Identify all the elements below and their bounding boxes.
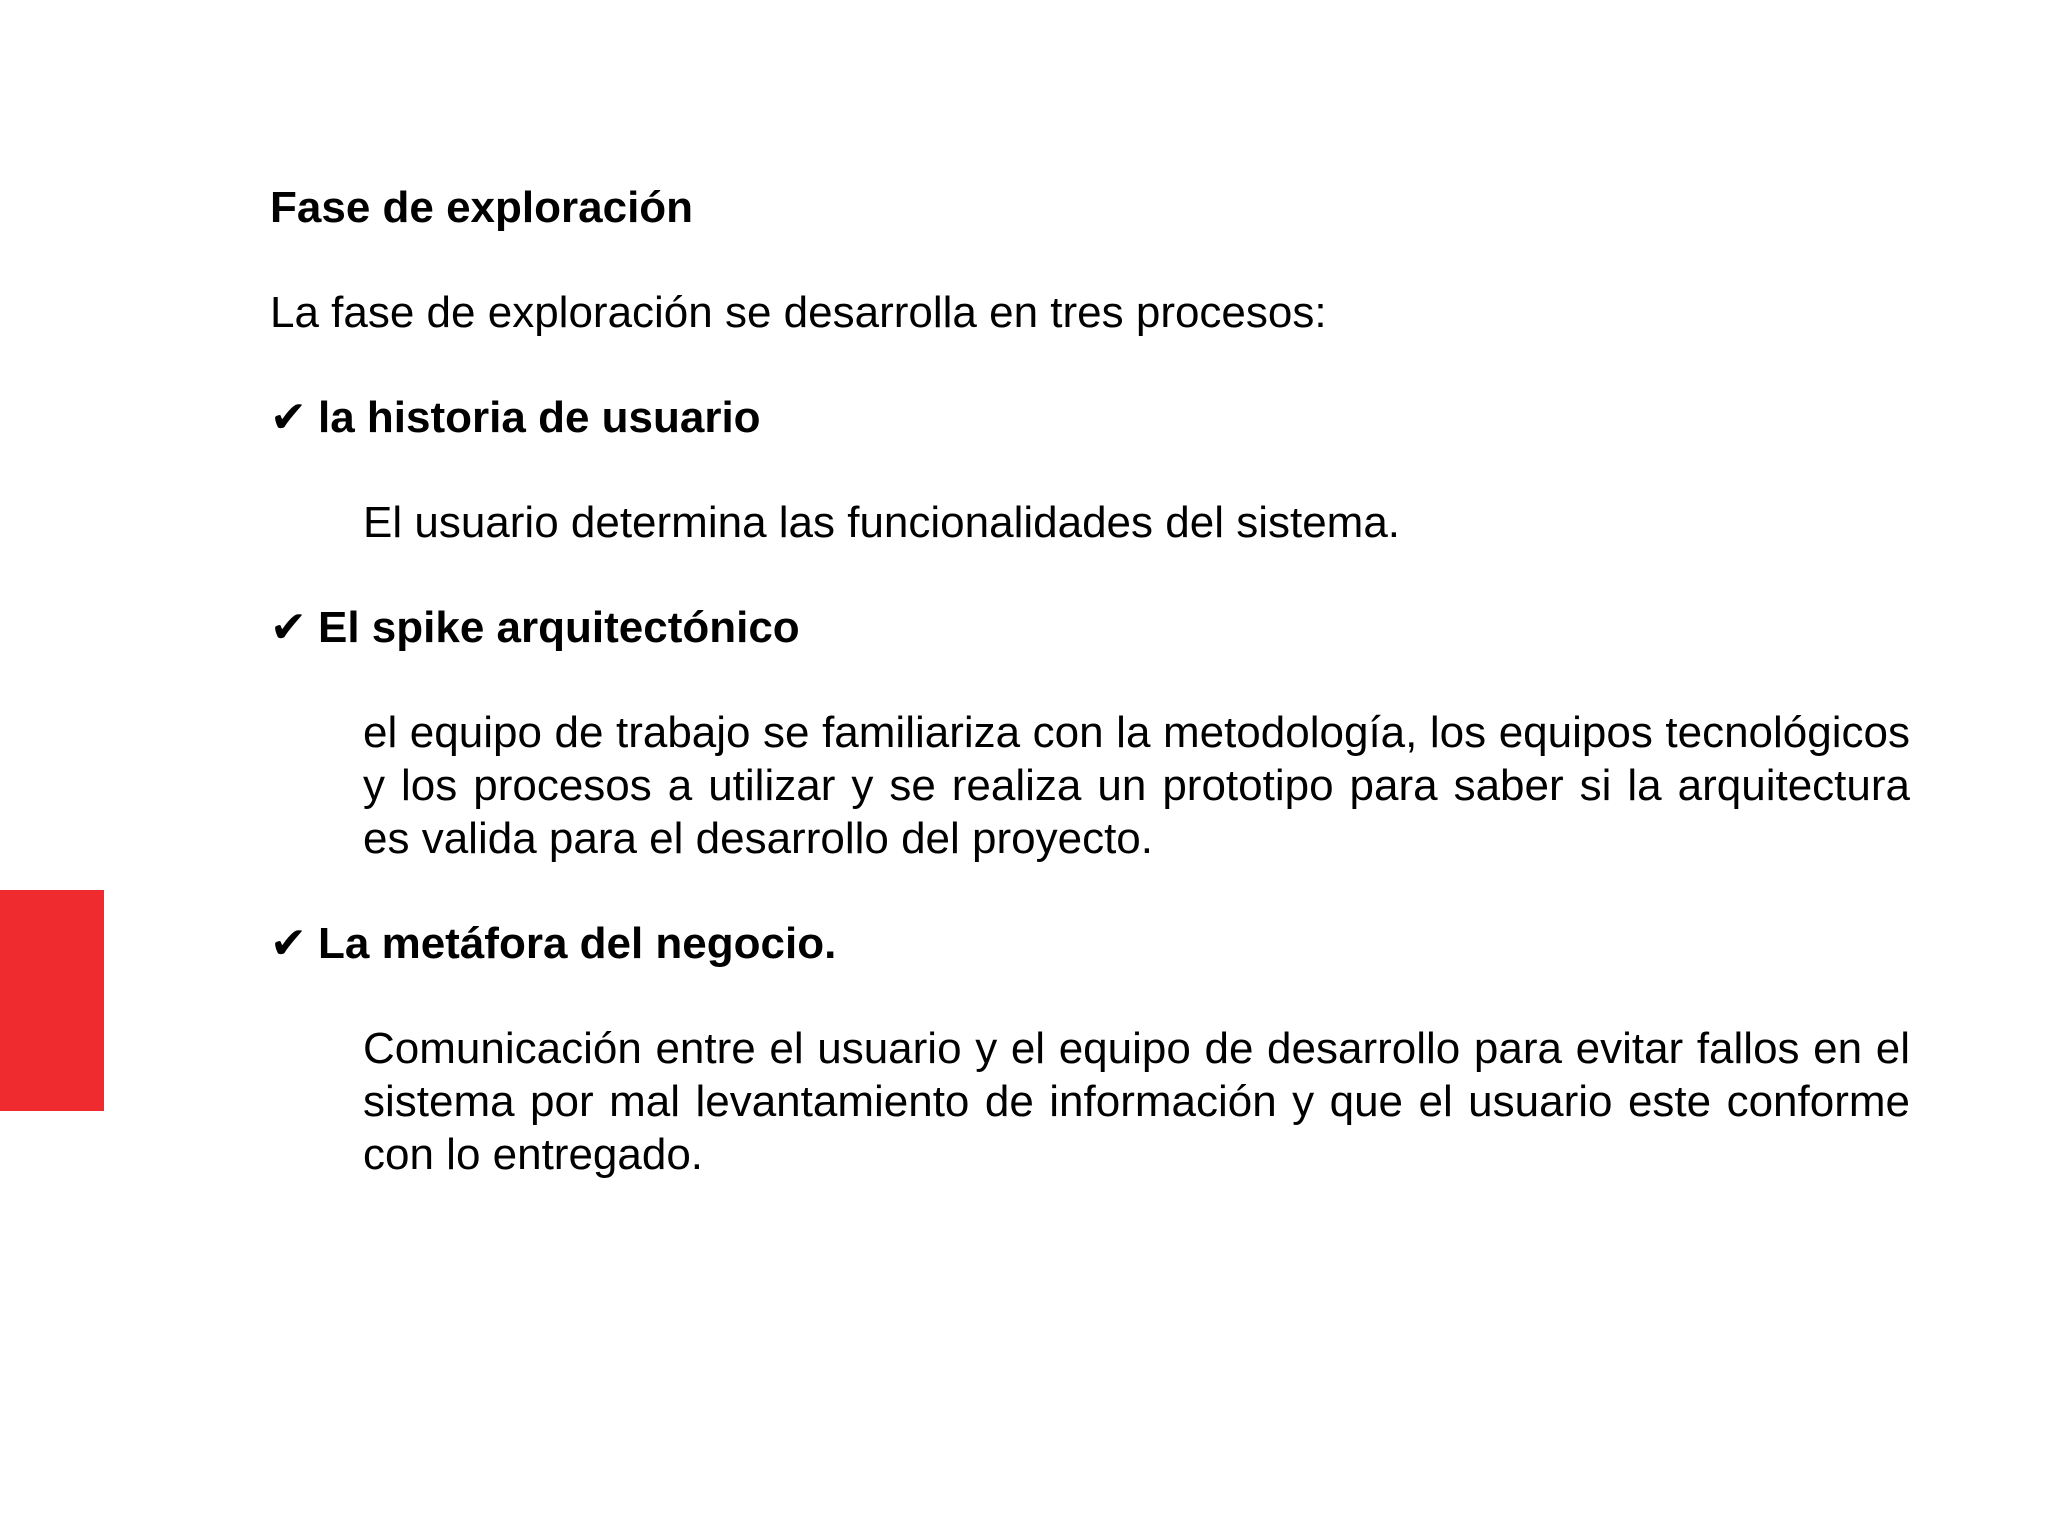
check-mark-icon: ✔ xyxy=(270,602,307,653)
bullet-heading: La metáfora del negocio. xyxy=(318,919,837,968)
accent-bar xyxy=(0,890,104,1111)
bullet-heading: la historia de usuario xyxy=(318,393,761,442)
check-mark-icon: ✔ xyxy=(270,918,307,969)
slide-content xyxy=(270,181,1910,1181)
bullet-item-historia-usuario xyxy=(270,391,1910,444)
bullet-heading: El spike arquitectónico xyxy=(318,603,800,652)
slide-title: Fase de exploración xyxy=(270,183,694,232)
bullet-item-metafora-negocio xyxy=(270,917,1910,970)
intro-text: La fase de exploración se desarrolla en tres procesos: xyxy=(270,288,1327,337)
bullet-description: el equipo de trabajo se familiariza con la metodología, los equipos tecnológicos y los procesos a utilizar y se realiza un prototipo para saber si la arquitectura es valida para el desarrollo del proyecto. xyxy=(363,708,1910,863)
bullet-description: El usuario determina las funcionalidades del sistema. xyxy=(363,498,1401,547)
bullet-item-spike-arquitectonico xyxy=(270,601,1910,654)
check-mark-icon: ✔ xyxy=(270,392,307,443)
bullet-description: Comunicación entre el usuario y el equipo de desarrollo para evitar fallos en el sistema por mal levantamiento de información y que el usuario este conforme con lo entregado. xyxy=(363,1024,1910,1179)
